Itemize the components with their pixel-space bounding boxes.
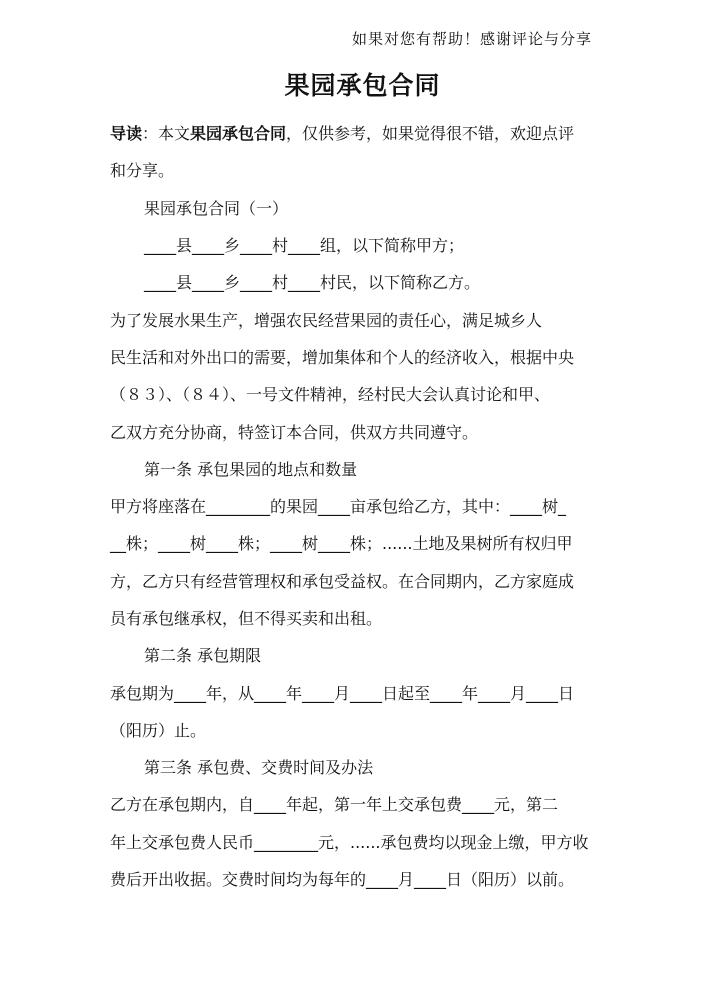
paragraph-line: 方，乙方只有经营管理权和承包受益权。在合同期内，乙方家庭成 xyxy=(110,572,575,591)
intro-bold-name: 果园承包合同 xyxy=(190,124,287,143)
intro-line-2: 和分享。 xyxy=(110,161,175,180)
paragraph-line: 乙方在承包期内，自____年起，第一年上交承包费____元，第二 xyxy=(110,795,559,814)
paragraph-line: 员有承包继承权，但不得买卖和出租。 xyxy=(110,609,383,628)
paragraph-line: （８３）、（８４）、一号文件精神，经村民大会认真讨论和甲、 xyxy=(110,385,551,404)
paragraph-line: 承包期为____年，从____年____月____日起至____年____月____日 xyxy=(110,684,575,703)
paragraph-line: 乙双方充分协商，特签订本合同，供双方共同遵守。 xyxy=(110,423,479,442)
intro-label: 导读 xyxy=(110,124,143,143)
paragraph-line: 甲方将座落在________的果园____亩承包给乙方，其中：____树_ xyxy=(110,497,567,516)
paragraph-line: （阳历）止。 xyxy=(110,721,207,740)
section-heading: 果园承包合同（一） xyxy=(144,199,289,218)
article-heading: 第二条 承包期限 xyxy=(144,646,262,665)
intro-line-1 xyxy=(110,123,574,145)
paragraph-line: 年上交承包费人民币________元，......承包费均以现金上缴，甲方收 xyxy=(110,833,589,852)
document-title: 果园承包合同 xyxy=(284,71,441,100)
paragraph-line: __株；____树____株；____树____株；......土地及果树所有权归甲 xyxy=(110,534,573,553)
intro-rest: ，仅供参考，如果觉得很不错，欢迎点评 xyxy=(286,124,575,143)
intro-colon: ：本文 xyxy=(142,124,191,143)
article-heading: 第一条 承包果园的地点和数量 xyxy=(144,460,358,479)
header-note: 如果对您有帮助！感谢评论与分享 xyxy=(352,30,593,48)
paragraph-line: ____县____乡____村____村民，以下简称乙方。 xyxy=(144,273,481,292)
article-heading: 第三条 承包费、交费时间及办法 xyxy=(144,758,374,777)
paragraph-line: 费后开出收据。交费时间均为每年的____月____日（阳历）以前。 xyxy=(110,870,575,889)
paragraph-line: ____县____乡____村____组，以下简称甲方； xyxy=(144,236,465,255)
paragraph-line: 为了发展水果生产，增强农民经营果园的责任心，满足城乡人 xyxy=(110,311,543,330)
paragraph-line: 民生活和对外出口的需要，增加集体和个人的经济收入，根据中央 xyxy=(110,348,575,367)
